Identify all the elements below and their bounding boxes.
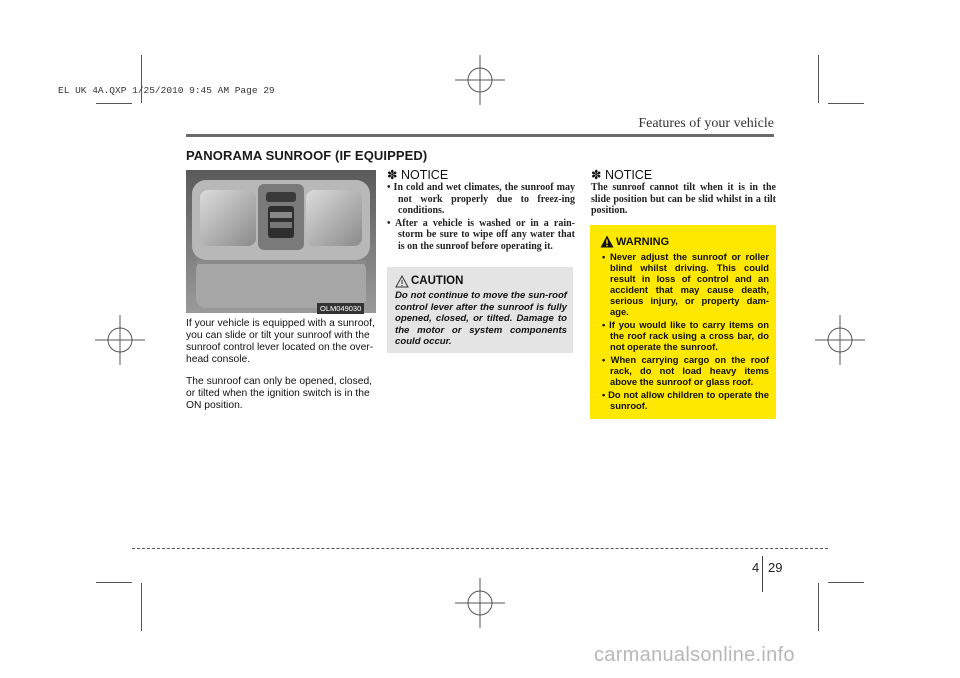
warning-box	[590, 225, 776, 419]
list-item: • In cold and wet climates, the sunroof may not work properly due to freez-ing conditions.	[387, 182, 575, 216]
section-title: PANORAMA SUNROOF (IF EQUIPPED)	[186, 148, 428, 163]
warning-heading: WARNING	[616, 236, 670, 248]
list-item: • If you would like to carry items on the roof rack using a cross bar, do not operate the sunroof.	[602, 319, 769, 353]
section-number: 4	[752, 560, 760, 575]
list-item: • Do not allow children to operate the sunroof.	[602, 388, 769, 411]
registration-mark-right-icon	[815, 315, 865, 365]
notice-text-2: The sunroof cannot tilt when it is in the slide position but can be slid whilst in a tilt position.	[591, 182, 776, 216]
header-rule	[186, 134, 774, 137]
ignition-paragraph: The sunroof can only be opened, closed, or tilted when the ignition switch is in the ON position.	[186, 376, 373, 411]
running-header: Features of your vehicle	[638, 116, 774, 131]
notice-heading-1: ✽ NOTICE	[387, 168, 449, 182]
list-item: • Never adjust the sunroof or roller blind whilst driving. This could result in loss of control and an accident that may cause death, serious injury, or property dam-age.	[602, 251, 769, 318]
list-item: • After a vehicle is washed or in a rain-storm be sure to wipe off any water that is on the sunroof before operating it.	[387, 217, 575, 252]
caution-box	[387, 267, 573, 353]
warning-list	[599, 251, 769, 412]
overhead-console-photo	[186, 170, 376, 313]
registration-mark-top-icon	[455, 55, 505, 105]
notice-heading-2: ✽ NOTICE	[591, 168, 653, 182]
intro-paragraph: If your vehicle is equipped with a sunroof, you can slide or tilt your sunroof with the sunroof control lever located on the over-head console.	[186, 318, 375, 365]
notice-list-1	[387, 182, 575, 253]
watermark[interactable]: carmanualsonline.info	[594, 644, 795, 666]
caution-text: Do not continue to move the sun-roof control lever after the sunroof is fully opened, closed, or tilted. Damage to the motor or system components could occur.	[395, 290, 567, 348]
caution-triangle-icon	[395, 275, 409, 288]
registration-mark-bottom-icon	[455, 578, 505, 628]
caution-heading: CAUTION	[411, 275, 464, 287]
page-number: 29	[768, 560, 783, 575]
footer-dashed-rule	[132, 548, 828, 549]
list-item: • When carrying cargo on the roof rack, do not load heavy items above the sunroof or glass roof.	[602, 353, 769, 388]
print-slug: EL UK 4A.QXP 1/25/2010 9:45 AM Page 29	[58, 85, 275, 96]
figure-code: OLM049030	[317, 303, 364, 314]
registration-mark-left-icon	[95, 315, 145, 365]
page-number-divider	[762, 556, 763, 592]
warning-triangle-icon	[600, 235, 614, 248]
